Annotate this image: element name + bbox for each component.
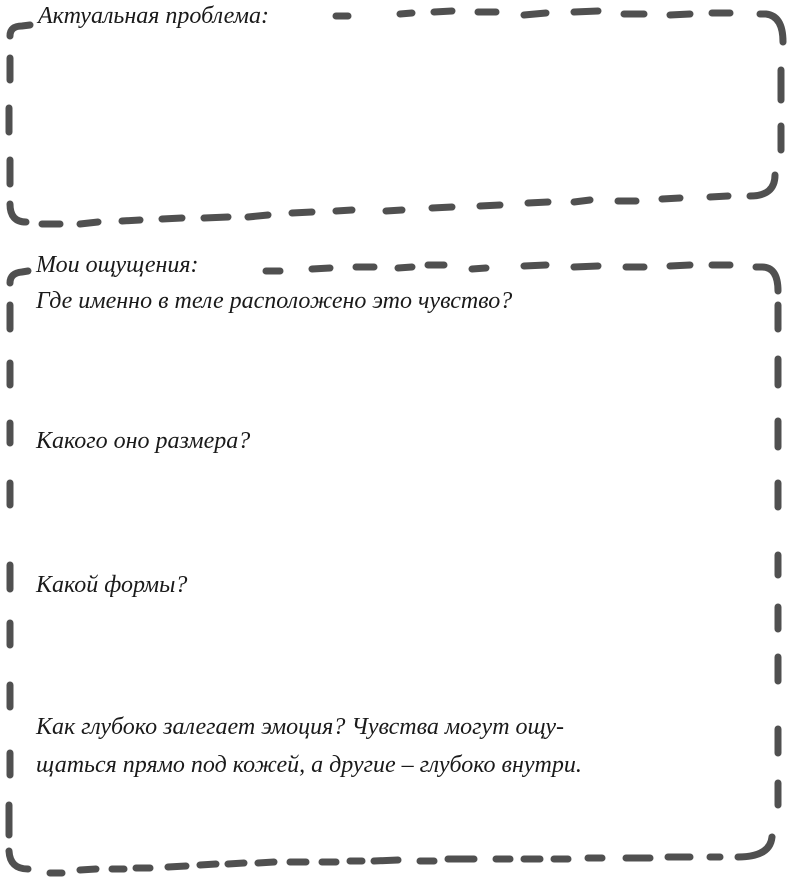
dashed-border	[0, 0, 790, 235]
my-sensations-title: Мои ощущения:	[32, 251, 205, 279]
question-depth-line1: Как глубоко залегает эмоция? Чувства могут ощу-	[36, 714, 564, 740]
actual-problem-box[interactable]	[0, 0, 790, 235]
dashed-border	[0, 245, 790, 885]
question-location: Где именно в теле расположено это чувство?	[36, 288, 513, 314]
question-depth-line2: щаться прямо под кожей, а другие – глубоко внутри.	[36, 752, 582, 778]
question-shape: Какой формы?	[36, 572, 188, 598]
my-sensations-box[interactable]	[0, 245, 790, 885]
question-size: Какого оно размера?	[36, 428, 251, 454]
actual-problem-title: Актуальная проблема:	[34, 2, 275, 30]
